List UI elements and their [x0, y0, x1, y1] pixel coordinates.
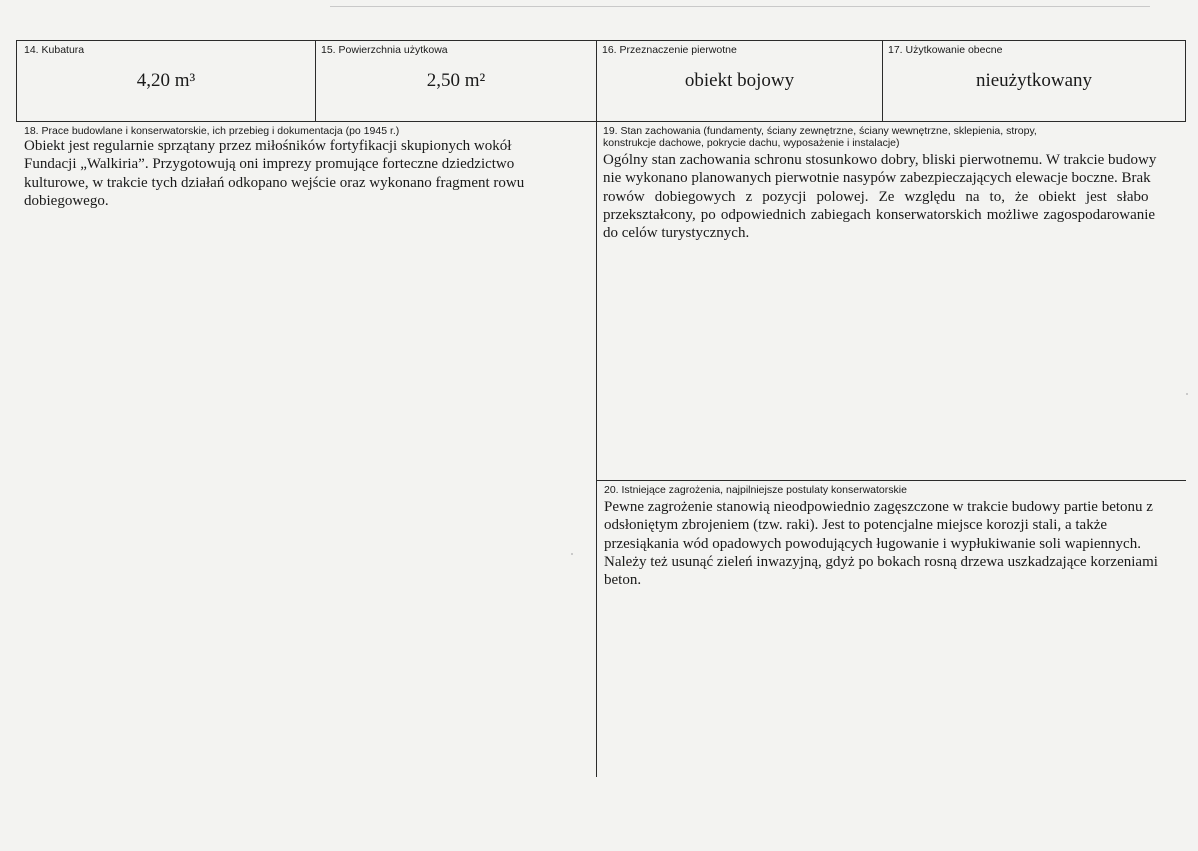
field-15-value: 2,50 m²	[426, 70, 486, 91]
field-20-line-5: beton.	[604, 572, 642, 589]
field-18-text	[24, 137, 592, 210]
field-20-label: 20. Istniejące zagrożenia, najpilniejsze postulaty konserwatorskie	[604, 484, 907, 496]
field-19-label-line-1: 19. Stan zachowania (fundamenty, ściany zewnętrzne, ściany wewnętrzne, sklepienia, stropy,	[603, 125, 1037, 137]
field-18-line-2: Fundacji „Walkiria”. Przygotowują oni imprezy promujące forteczne dziedzictwo	[24, 156, 515, 173]
right-border-rule	[1185, 40, 1186, 122]
field-14-label: 14. Kubatura	[24, 44, 85, 56]
field-18-line-4: dobiegowego.	[24, 192, 109, 209]
col-divider-16	[596, 40, 597, 777]
row1-bottom-rule	[16, 121, 1186, 122]
field-20-text	[604, 498, 1184, 589]
field-20-line-3: przesiąkania wód opadowych powodujących ługowanie i wypłukiwanie soli wapiennych.	[604, 535, 1141, 552]
field-18-line-1: Obiekt jest regularnie sprzątany przez miłośników fortyfikacji skupionych wokół	[24, 138, 512, 154]
scan-speck	[1186, 393, 1188, 395]
field-14-value: 4,20 m³	[136, 70, 196, 91]
field-19-line-4: przekształcony, po odpowiednich zabiegach konserwatorskich możliwe zagospodarowanie	[603, 206, 1156, 223]
field-19-text	[603, 151, 1186, 242]
field-16-value: obiekt bojowy	[684, 70, 795, 91]
field-18-label: 18. Prace budowlane i konserwatorskie, ich przebieg i dokumentacja (po 1945 r.)	[24, 125, 400, 137]
field-19-line-2: nie wykonano planowanych pierwotnie nasypów zabezpieczających elewacje boczne. Brak	[603, 170, 1151, 187]
field-19-line-1: Ogólny stan zachowania schronu stosunkowo dobry, bliski pierwotnemu. W trakcie budowy	[603, 152, 1157, 168]
scan-speck	[571, 553, 573, 555]
field-20-line-4: Należy też usunąć zieleń inwazyjną, gdyż po bokach rosną drzewa uszkadzające korzeniami	[604, 553, 1158, 570]
field-19-line-5: do celów turystycznych.	[603, 225, 750, 242]
field-16-label: 16. Przeznaczenie pierwotne	[602, 44, 737, 56]
field-20-line-1: Pewne zagrożenie stanowią nieodpowiednio zagęszczone w trakcie budowy partie betonu z	[604, 499, 1153, 515]
section20-top-rule	[597, 480, 1186, 481]
top-edge-rule	[330, 6, 1150, 7]
table-top-rule	[16, 40, 1186, 41]
field-19-line-3: rowów dobiegowych z pozycji polowej. Ze względu na to, że obiekt jest słabo	[603, 188, 1149, 205]
field-17-value: nieużytkowany	[975, 70, 1093, 91]
field-20-line-2: odsłoniętym zbrojeniem (tzw. raki). Jest to potencjalne miejsce korozji stali, a także	[604, 517, 1108, 534]
field-15-label: 15. Powierzchnia użytkowa	[321, 44, 448, 56]
field-17-label: 17. Użytkowanie obecne	[888, 44, 1003, 56]
field-18-line-3: kulturowe, w trakcie tych działań odkopano wejście oraz wykonano fragment rowu	[24, 174, 525, 191]
field-19-label-line-2: konstrukcje dachowe, pokrycie dachu, wyposażenie i instalacje)	[603, 137, 900, 149]
